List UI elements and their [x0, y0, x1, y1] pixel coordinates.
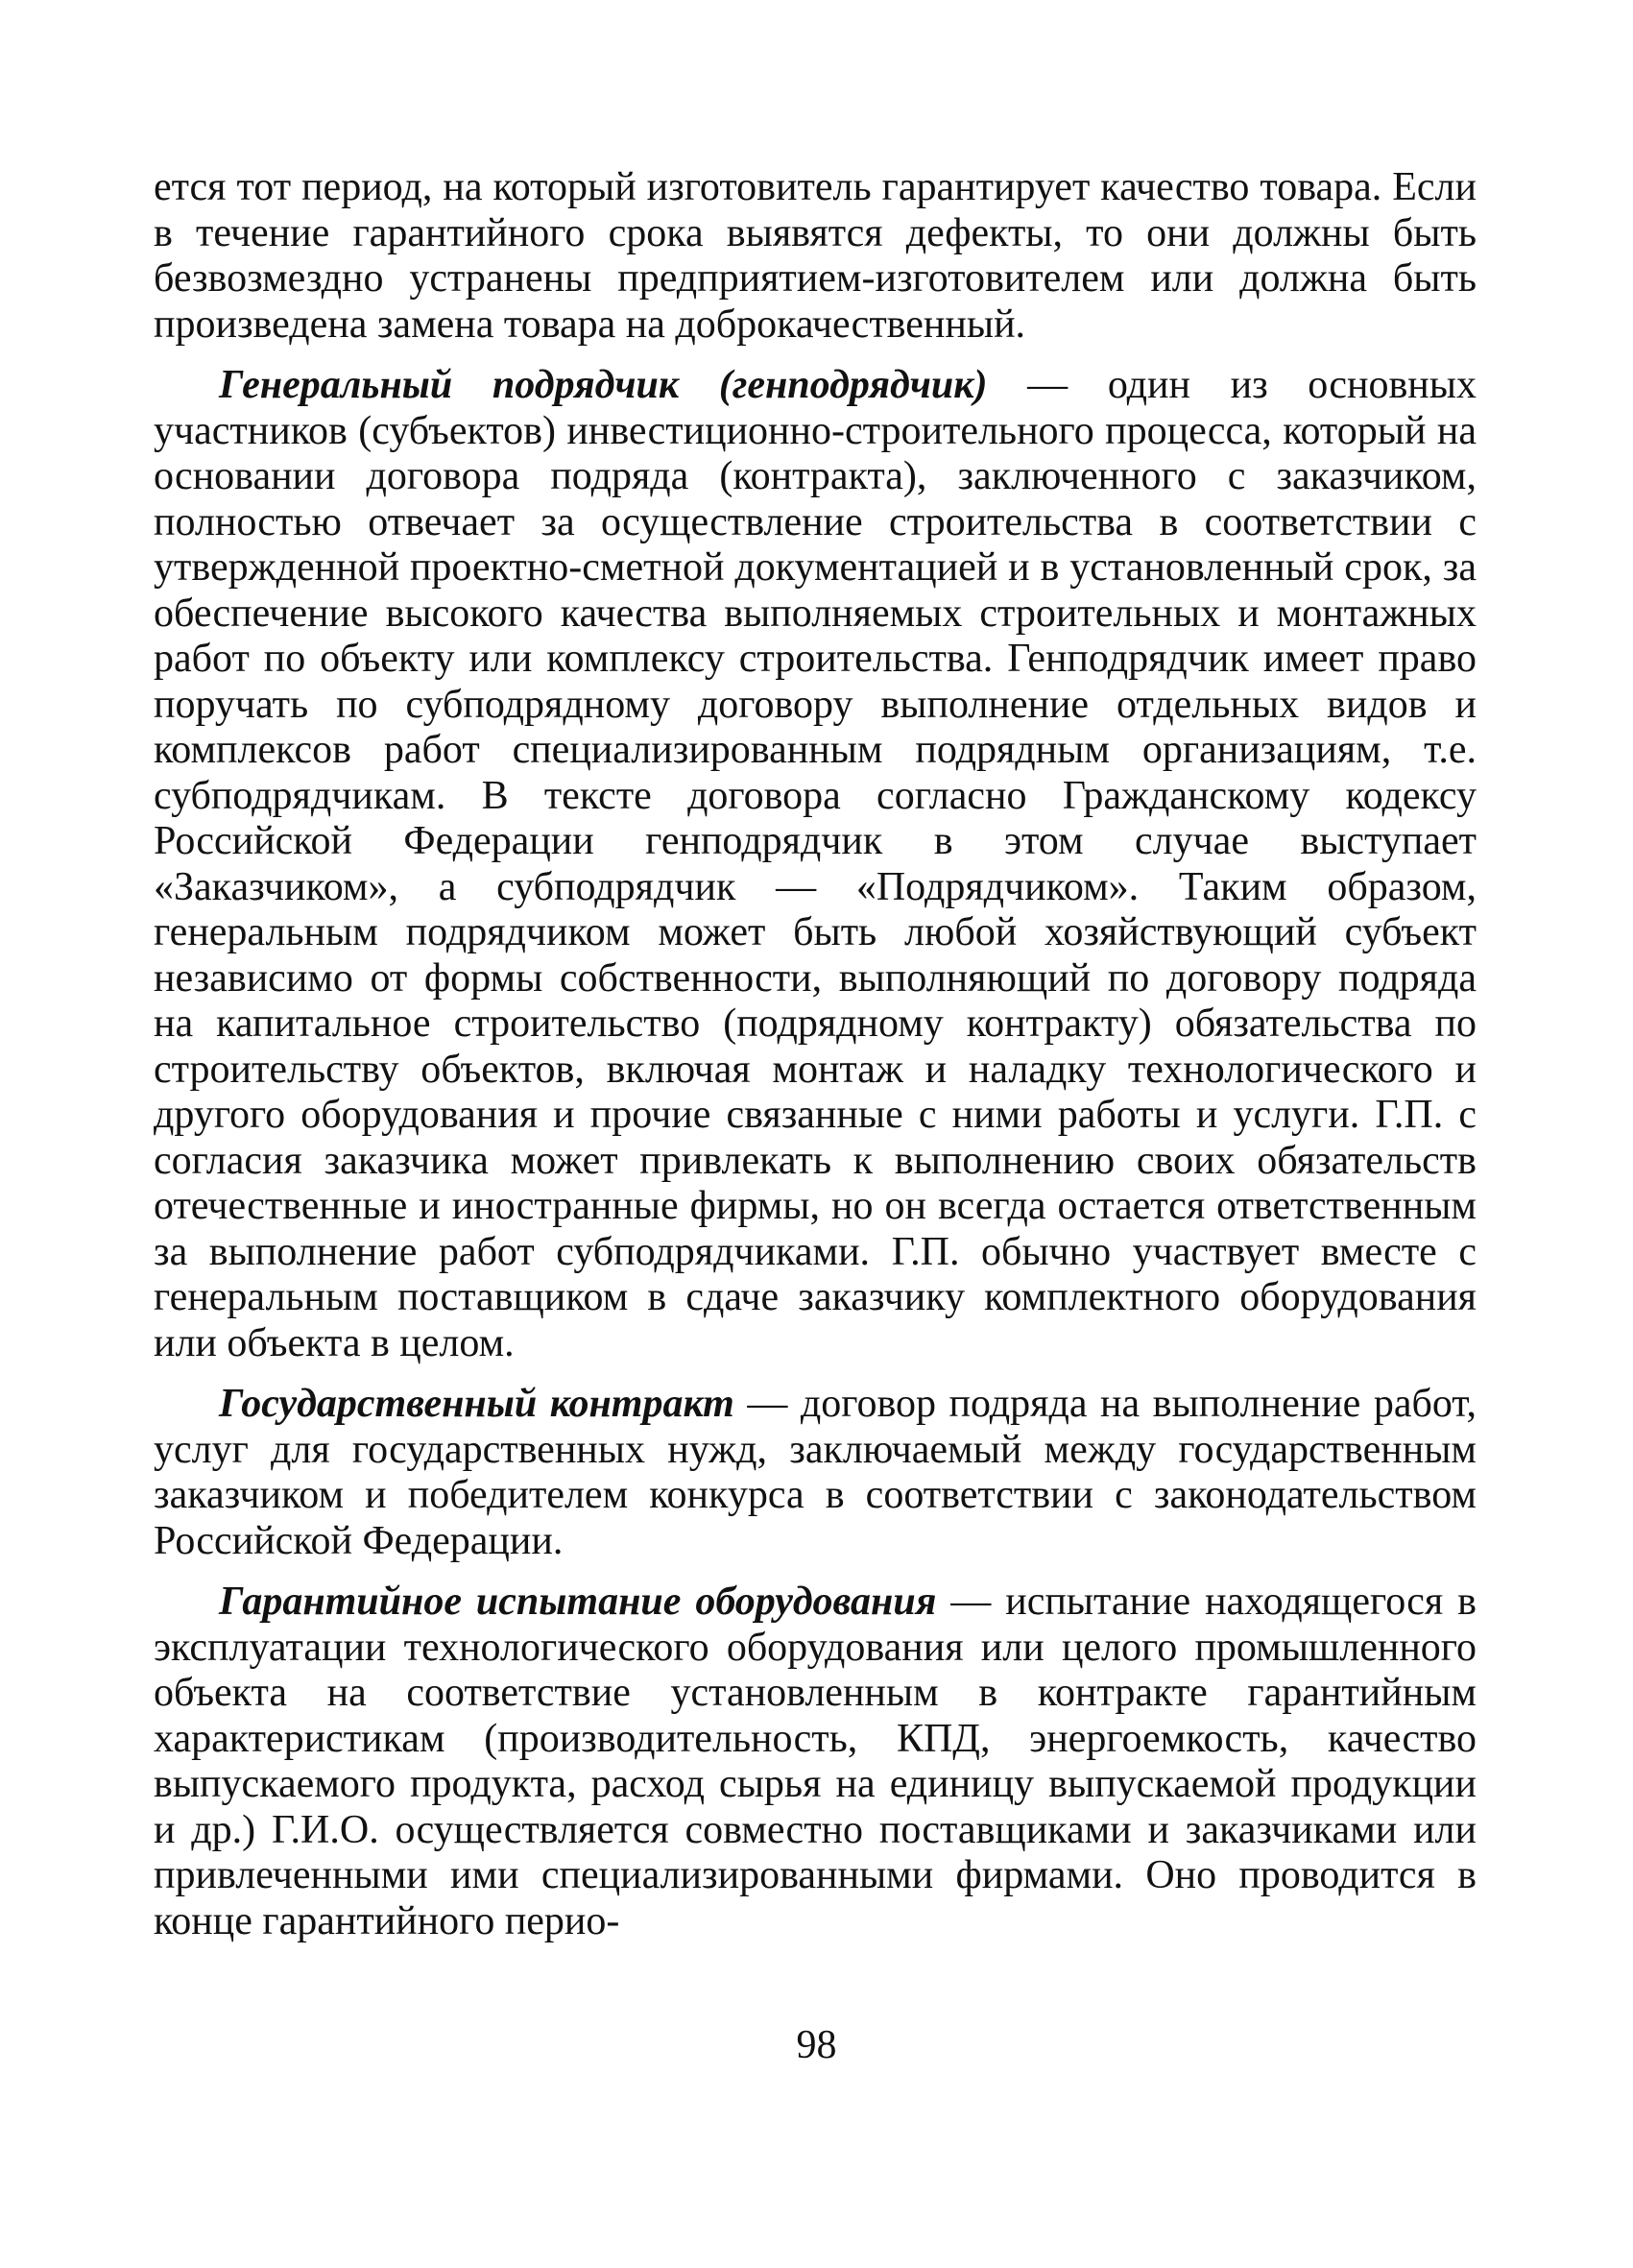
- paragraph-general-contractor: [154, 363, 1477, 1366]
- paragraph-text: — один из основных участников (субъектов) инвестиционно-строительного процесса, который на основании договора подряда (контракта), заключенного с заказчиком, полностью отвечает за осуществление строительства в соответствии с утвержденной проектно-сметной документацией и в установленный срок, за обеспечение высокого качества выполняемых строительных и монтажных работ по объекту или комплексу строительства. Генподрядчик имеет право поручать по субподрядному договору выполнение отдельных видов и комплексов работ специализированным подрядным организациям, т.е. субподрядчикам. В тексте договора согласно Гражданскому кодексу Российской Федерации генподрядчик в этом случае выступает «Заказчиком», а субподрядчик — «Подрядчиком». Таким образом, генеральным подрядчиком может быть любой хозяйствующий субъект независимо от формы собственности, выполняющий по договору подряда на капитальное строительство (подрядному контракту) обязательства по строительству объектов, включая монтаж и наладку технологического и другого оборудования и прочие связанные с ними работы и услуги. Г.П. с согласия заказчика может привлекать к выполнению своих обязательств отечественные и иностранные фирмы, но он всегда остается ответственным за выполнение работ субподрядчиками. Г.П. обычно участвует вместе с генеральным поставщиком в сдаче заказчику комплектного оборудования или объекта в целом.: [154, 363, 1477, 1365]
- paragraph-warranty-test: [154, 1580, 1477, 1944]
- term-heading: Генеральный подрядчик (генподрядчик): [219, 363, 988, 407]
- paragraph-continuation: [154, 165, 1477, 348]
- paragraph-text: ется тот период, на который изготовитель гарантирует качество товара. Если в течение гарантийного срока выявятся дефекты, то они должны быть безвозмездно устранены предприятием-изготовителем или должна быть произведена замена товара на доброкачественный.: [154, 165, 1477, 347]
- paragraph-state-contract: [154, 1382, 1477, 1564]
- term-heading: Гарантийное испытание оборудования: [219, 1580, 937, 1624]
- page-number: 98: [796, 2023, 837, 2067]
- paragraph-text: — договор подряда на выполнение работ, услуг для государственных нужд, заключаемый между государственным заказчиком и победителем конкурса в соответствии с законодательством Российской Федерации.: [154, 1382, 1477, 1563]
- paragraph-text: — испытание находящегося в эксплуатации технологического оборудования или целого промышленного объекта на соответствие установленным в контракте гарантийным характеристикам (производительность, КПД, энергоемкость, качество выпускаемого продукта, расход сырья на единицу выпускаемой продукции и др.) Г.И.О. осуществляется совместно поставщиками и заказчиками или привлеченными ими специализированными фирмами. Оно проводится в конце гарантийного перио-: [154, 1580, 1477, 1943]
- page-text-body: [154, 165, 1477, 2086]
- term-heading: Государственный контракт: [219, 1382, 734, 1426]
